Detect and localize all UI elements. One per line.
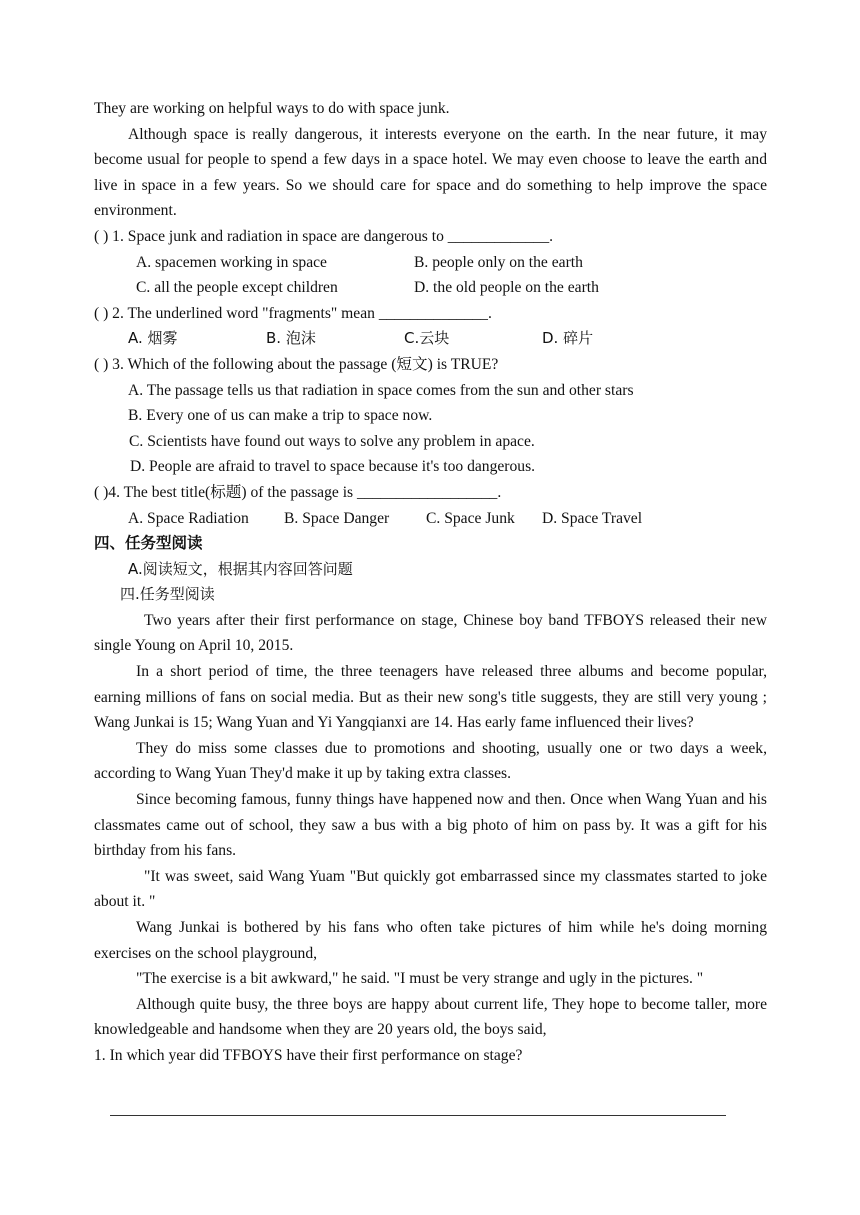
question-1-options-row2 <box>94 275 767 301</box>
option-d: D. the old people on the earth <box>414 279 599 297</box>
worksheet-page <box>94 96 767 1069</box>
option-d: D. Space Travel <box>542 509 643 527</box>
option-c: C. Space Junk <box>426 509 515 527</box>
passage2-paragraph: "The exercise is a bit awkward," he said. "I must be very strange and ugly in the pictures. " <box>136 970 704 988</box>
option-c: C. Scientists have found out ways to solve any problem in apace. <box>129 432 535 450</box>
section-subheading: A.阅读短文，根据其内容回答问题 <box>128 559 353 578</box>
question-1: ( ) 1. Space junk and radiation in space are dangerous to _____________. <box>94 227 554 245</box>
section-subtitle: 四.任务型阅读 <box>120 585 215 604</box>
passage1-paragraph: They are working on helpful ways to do with space junk. <box>94 100 450 117</box>
passage2-paragraph: Two years after their first performance on stage, Chinese boy band TFBOYS released their new single Young on April 10, 2015. <box>94 611 767 655</box>
option-b: B. 泡沫 <box>266 329 316 348</box>
option-a: A. The passage tells us that radiation in space comes from the sun and other stars <box>128 381 634 399</box>
question-1-options-row1 <box>94 250 767 276</box>
option-a: A. Space Radiation <box>128 509 249 527</box>
option-a: A. 烟雾 <box>128 329 178 348</box>
option-c: C. all the people except children <box>136 279 338 297</box>
option-b: B. Space Danger <box>284 509 390 527</box>
task-question-1: 1. In which year did TFBOYS have their first performance on stage? <box>94 1046 523 1064</box>
question-2: ( ) 2. The underlined word "fragments" mean ______________. <box>94 304 492 322</box>
option-b: B. people only on the earth <box>414 253 583 271</box>
passage2-paragraph: Although quite busy, the three boys are happy about current life, They hope to become taller, more knowledgeable and handsome when they are 20 years old, the boys said, <box>94 995 767 1039</box>
option-d: D. People are afraid to travel to space because it's too dangerous. <box>130 458 536 476</box>
passage1-paragraph: Although space is really dangerous, it interests everyone on the earth. In the near future, it may become usual for people to spend a few days in a space hotel. We may even choose to leave the earth and live in space in a few years. So we should care for space and do something to help improve the space environment. <box>94 125 767 220</box>
passage2-paragraph: They do miss some classes due to promotions and shooting, usually one or two days a week, according to Wang Yuan They'd make it up by taking extra classes. <box>94 739 767 783</box>
question-3: ( ) 3. Which of the following about the passage (短文) is TRUE? <box>94 355 499 373</box>
option-c: C.云块 <box>404 329 450 348</box>
question-4: ( )4. The best title(标题) of the passage is __________________. <box>94 483 502 501</box>
section-heading: 四、任务型阅读 <box>94 534 203 553</box>
passage2-paragraph: Wang Junkai is bothered by his fans who often take pictures of him while he's doing morning exercises on the school playground, <box>94 919 767 962</box>
answer-line <box>110 1115 726 1116</box>
option-a: A. spacemen working in space <box>136 253 327 271</box>
question-2-options <box>94 326 767 352</box>
option-b: B. Every one of us can make a trip to space now. <box>128 407 433 425</box>
passage2-paragraph: In a short period of time, the three teenagers have released three albums and become popular, earning millions of fans on social media. But as their new song's title suggests, they are still very young ; Wang Junkai is 15; Wang Yuan and Yi Yangqianxi are 14. Has early fame influenced their lives? <box>94 663 767 732</box>
passage2-paragraph: "It was sweet, said Wang Yuam "But quickly got embarrassed since my classmates started to joke about it. " <box>94 867 767 911</box>
passage2-paragraph: Since becoming famous, funny things have happened now and then. Once when Wang Yuan and his classmates came out of school, they saw a bus with a big photo of him on pass by. It was a gift for his birthday from his fans. <box>94 791 767 860</box>
question-4-options <box>94 506 767 532</box>
option-d: D. 碎片 <box>542 329 594 348</box>
